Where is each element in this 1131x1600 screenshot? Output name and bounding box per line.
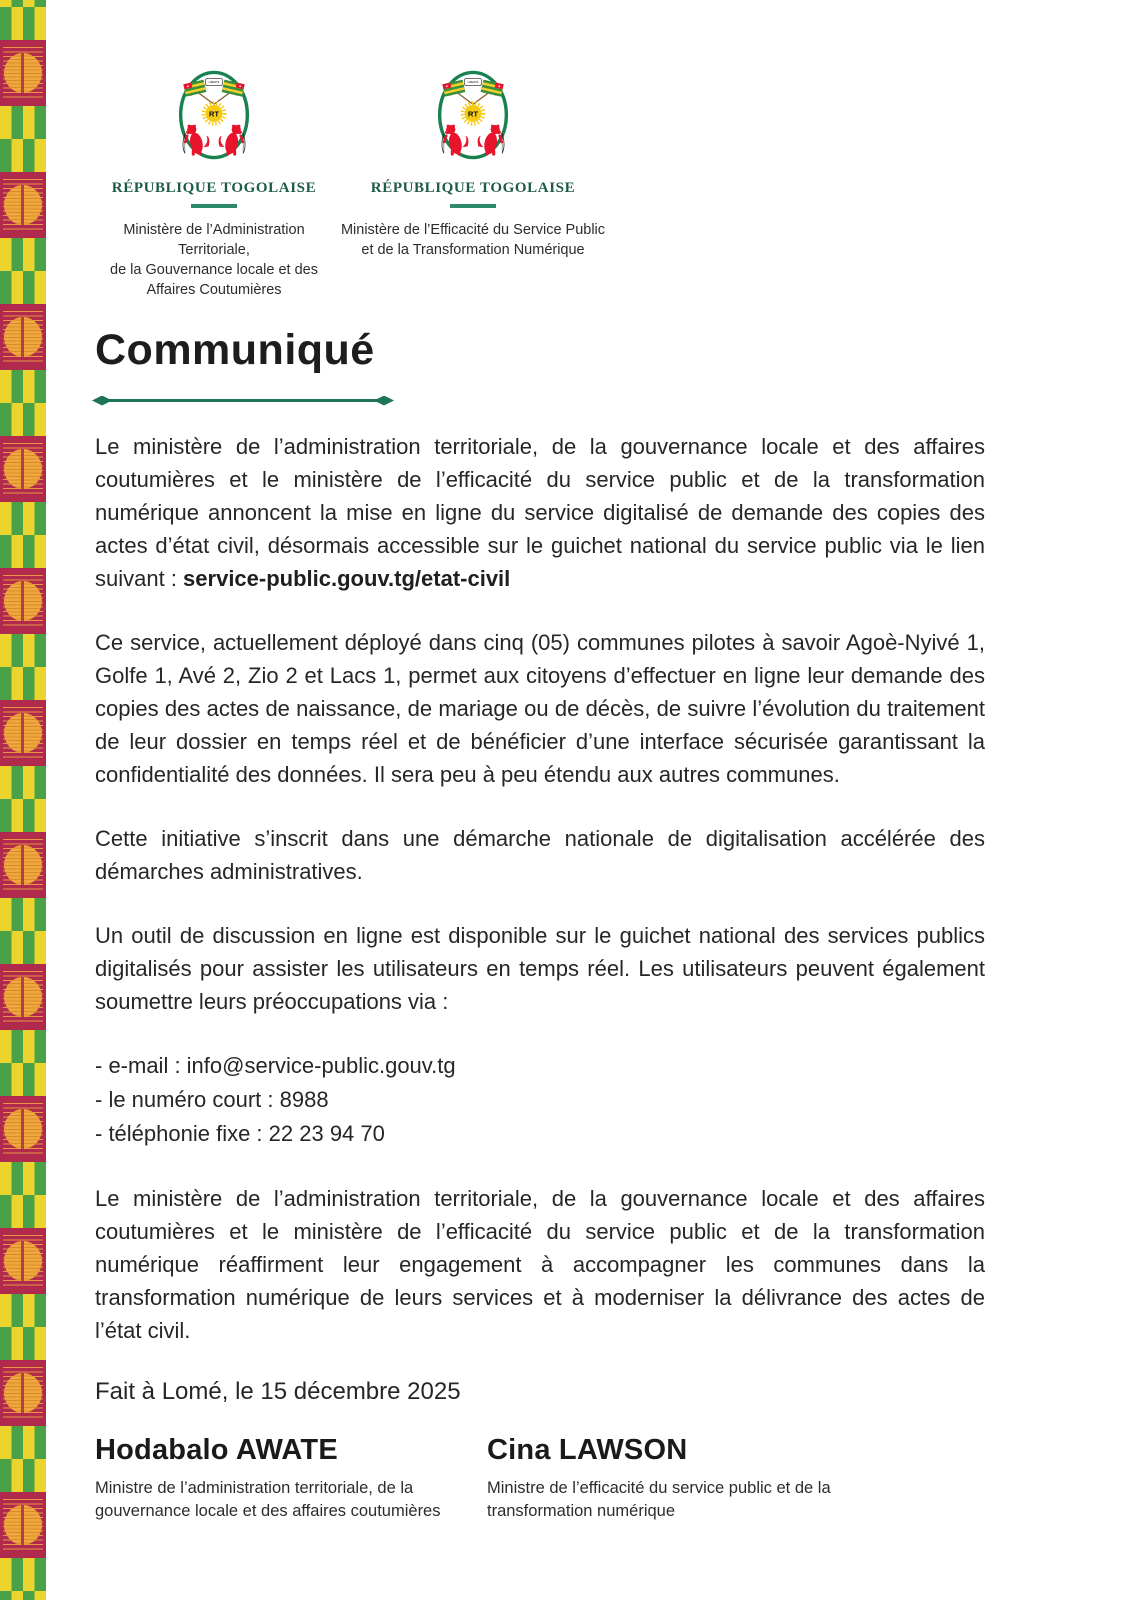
ministry-name-line: Ministère de l’Efficacité du Service Public xyxy=(340,222,606,238)
svg-text:★: ★ xyxy=(497,83,502,89)
kente-check-tile xyxy=(0,634,46,700)
signature-row xyxy=(95,1434,985,1523)
title-divider xyxy=(99,399,387,402)
kente-motif-tile xyxy=(0,1096,46,1162)
signatory-name: Hodabalo AWATE xyxy=(95,1434,338,1466)
kente-motif-tile xyxy=(0,832,46,898)
paragraph-support-tool: Un outil de discussion en ligne est disponible sur le guichet national des services publics digitalisés pour assister les utilisateurs en temps réel. Les utilisateurs peuvent également soumettre leurs préoccupations via : xyxy=(95,923,985,1014)
signatory-title: Ministre de l’administration territoriale, de la gouvernance locale et des affaires coutumières xyxy=(95,1479,441,1520)
togo-coat-of-arms xyxy=(427,56,519,174)
signatory-name: Cina LAWSON xyxy=(487,1434,688,1466)
kente-check-tile xyxy=(0,1294,46,1360)
paragraph-commitment: Le ministère de l’administration territoriale, de la gouvernance locale et des affaires coutumières et le ministère de l’efficacité du service public et de la transformation numérique réaffirment leur engagement à accompagner les communes dans la transformation numérique de leurs services et à moderniser la délivrance des actes de l’état civil. xyxy=(95,1186,985,1343)
kente-check-tile xyxy=(0,898,46,964)
kente-motif-tile xyxy=(0,964,46,1030)
country-name: RÉPUBLIQUE TOGOLAISE xyxy=(111,180,317,196)
paragraph-pilot-communes: Ce service, actuellement déployé dans cinq (05) communes pilotes à savoir Agoè-Nyivé 1, Golfe 1, Avé 2, Zio 2 et Lacs 1, permet aux citoyens d’effectuer en ligne leur demande des copies des actes de naissance, de mariage ou de décès, de suivre l’évolution du traitement de leur dossier en temps réel et de bénéficier d’une interface sécurisée garantissant la confidentialité des données. Il sera peu à peu étendu aux autres communes. xyxy=(95,630,985,787)
svg-text:RT: RT xyxy=(467,109,479,119)
kente-check-tile xyxy=(0,1426,46,1492)
ministry-name-line: et de la Transformation Numérique xyxy=(361,242,585,258)
paragraph-announcement-text: Le ministère de l’administration territoriale, de la gouvernance locale et des affaires coutumières et le ministère de l’efficacité du service public et de la transformation numérique annoncent la mise en ligne du service digitalisé de demande des copies des actes d’état civil, désormais accessible sur le guichet national du service public via le lien suivant : xyxy=(95,434,985,591)
svg-text:LIBERTÉ: LIBERTÉ xyxy=(208,81,220,85)
ministry-name-line: de la Gouvernance locale et des xyxy=(110,262,318,278)
kente-check-tile xyxy=(0,766,46,832)
ministry-name-line: Ministère de l’Administration Territoriale, xyxy=(123,222,305,258)
body-copy xyxy=(95,430,985,1347)
kente-check-tile xyxy=(0,106,46,172)
green-rule xyxy=(191,204,237,208)
kente-motif-tile xyxy=(0,1360,46,1426)
svg-text:★: ★ xyxy=(238,83,243,89)
kente-motif-tile xyxy=(0,1228,46,1294)
kente-border-strip xyxy=(0,0,46,1600)
kente-check-tile xyxy=(0,1030,46,1096)
ministry-block-territorial xyxy=(95,56,333,300)
paragraph-announcement xyxy=(95,430,985,595)
contact-list-item: - le numéro court : 8988 xyxy=(95,1087,329,1112)
kente-check-tile xyxy=(0,238,46,304)
togo-coat-of-arms xyxy=(168,56,260,174)
country-name: RÉPUBLIQUE TOGOLAISE xyxy=(370,180,576,196)
contact-list xyxy=(95,1049,985,1151)
service-url-link[interactable]: service-public.gouv.tg/etat-civil xyxy=(183,566,511,591)
ministry-name-lines xyxy=(333,220,613,260)
svg-text:★: ★ xyxy=(444,83,449,89)
header xyxy=(95,56,985,300)
kente-motif-tile xyxy=(0,568,46,634)
contact-list-item: - e-mail : info@service-public.gouv.tg xyxy=(95,1053,456,1078)
signatory-title: Ministre de l’efficacité du service public et de la transformation numérique xyxy=(487,1479,831,1520)
kente-motif-tile xyxy=(0,304,46,370)
ministry-name-lines xyxy=(95,220,333,300)
ministry-block-digital xyxy=(333,56,613,260)
svg-text:LIBERTÉ: LIBERTÉ xyxy=(467,81,479,85)
date-place-line: Fait à Lomé, le 15 décembre 2025 xyxy=(95,1378,461,1405)
kente-check-tile xyxy=(0,0,46,40)
kente-motif-tile xyxy=(0,700,46,766)
signature-awate xyxy=(95,1434,487,1523)
kente-check-tile xyxy=(0,1162,46,1228)
kente-motif-tile xyxy=(0,436,46,502)
svg-text:RT: RT xyxy=(208,109,220,119)
kente-check-tile xyxy=(0,502,46,568)
kente-check-tile xyxy=(0,1558,46,1600)
kente-check-tile xyxy=(0,370,46,436)
contact-list-item: - téléphonie fixe : 22 23 94 70 xyxy=(95,1121,385,1146)
signature-lawson xyxy=(487,1434,857,1523)
ministry-name-line: Affaires Coutumières xyxy=(146,282,282,298)
kente-motif-tile xyxy=(0,40,46,106)
kente-border-pattern xyxy=(0,0,46,1600)
kente-motif-tile xyxy=(0,172,46,238)
green-rule xyxy=(450,204,496,208)
paragraph-initiative: Cette initiative s’inscrit dans une démarche nationale de digitalisation accélérée des démarches administratives. xyxy=(95,826,985,884)
kente-motif-tile xyxy=(0,1492,46,1558)
svg-text:★: ★ xyxy=(185,83,190,89)
page-title: Communiqué xyxy=(95,326,375,374)
